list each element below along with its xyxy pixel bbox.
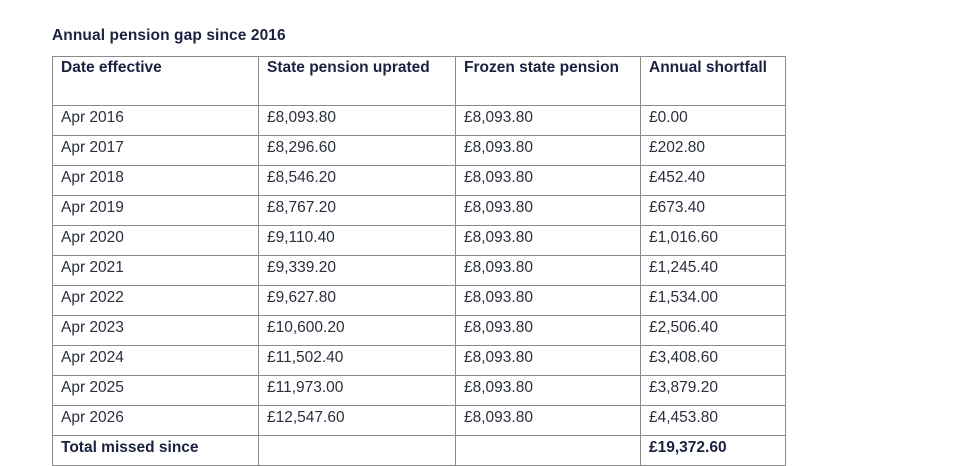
table-row bbox=[53, 316, 786, 346]
cell-shortfall: £3,879.20 bbox=[641, 376, 786, 406]
header-frozen-state-pension: Frozen state pension bbox=[456, 57, 641, 106]
cell-uprated: £8,296.60 bbox=[259, 136, 456, 166]
cell-frozen: £8,093.80 bbox=[456, 136, 641, 166]
table-row bbox=[53, 346, 786, 376]
cell-date: Apr 2018 bbox=[53, 166, 259, 196]
cell-date: Apr 2021 bbox=[53, 256, 259, 286]
cell-uprated: £9,339.20 bbox=[259, 256, 456, 286]
cell-shortfall: £4,453.80 bbox=[641, 406, 786, 436]
cell-shortfall: £673.40 bbox=[641, 196, 786, 226]
cell-shortfall: £0.00 bbox=[641, 106, 786, 136]
cell-date: Apr 2023 bbox=[53, 316, 259, 346]
table-row bbox=[53, 106, 786, 136]
header-annual-shortfall: Annual shortfall bbox=[641, 57, 786, 106]
cell-date: Apr 2017 bbox=[53, 136, 259, 166]
table-row bbox=[53, 406, 786, 436]
total-label: Total missed since bbox=[53, 436, 259, 466]
cell-uprated: £9,110.40 bbox=[259, 226, 456, 256]
cell-uprated: £8,093.80 bbox=[259, 106, 456, 136]
cell-frozen: £8,093.80 bbox=[456, 166, 641, 196]
cell-frozen: £8,093.80 bbox=[456, 406, 641, 436]
cell-uprated: £10,600.20 bbox=[259, 316, 456, 346]
cell-date: Apr 2019 bbox=[53, 196, 259, 226]
table-title: Annual pension gap since 2016 bbox=[52, 27, 286, 44]
cell-date: Apr 2016 bbox=[53, 106, 259, 136]
total-uprated-empty bbox=[259, 436, 456, 466]
cell-date: Apr 2022 bbox=[53, 286, 259, 316]
cell-uprated: £8,546.20 bbox=[259, 166, 456, 196]
cell-frozen: £8,093.80 bbox=[456, 106, 641, 136]
cell-date: Apr 2024 bbox=[53, 346, 259, 376]
cell-shortfall: £1,016.60 bbox=[641, 226, 786, 256]
table-row bbox=[53, 136, 786, 166]
cell-shortfall: £2,506.40 bbox=[641, 316, 786, 346]
cell-frozen: £8,093.80 bbox=[456, 376, 641, 406]
cell-shortfall: £1,534.00 bbox=[641, 286, 786, 316]
cell-frozen: £8,093.80 bbox=[456, 316, 641, 346]
table-header-row bbox=[53, 57, 786, 106]
cell-shortfall: £3,408.60 bbox=[641, 346, 786, 376]
cell-uprated: £11,502.40 bbox=[259, 346, 456, 376]
total-row bbox=[53, 436, 786, 466]
cell-date: Apr 2026 bbox=[53, 406, 259, 436]
table-row bbox=[53, 256, 786, 286]
cell-uprated: £12,547.60 bbox=[259, 406, 456, 436]
pension-gap-table bbox=[52, 56, 786, 466]
cell-frozen: £8,093.80 bbox=[456, 256, 641, 286]
table-row bbox=[53, 196, 786, 226]
cell-shortfall: £1,245.40 bbox=[641, 256, 786, 286]
cell-date: Apr 2025 bbox=[53, 376, 259, 406]
header-date-effective: Date effective bbox=[53, 57, 259, 106]
cell-date: Apr 2020 bbox=[53, 226, 259, 256]
header-state-pension-uprated: State pension uprated bbox=[259, 57, 456, 106]
table-row bbox=[53, 376, 786, 406]
total-frozen-empty bbox=[456, 436, 641, 466]
cell-shortfall: £452.40 bbox=[641, 166, 786, 196]
cell-frozen: £8,093.80 bbox=[456, 346, 641, 376]
total-shortfall: £19,372.60 bbox=[641, 436, 786, 466]
table-row bbox=[53, 226, 786, 256]
cell-uprated: £8,767.20 bbox=[259, 196, 456, 226]
cell-frozen: £8,093.80 bbox=[456, 196, 641, 226]
cell-uprated: £11,973.00 bbox=[259, 376, 456, 406]
cell-frozen: £8,093.80 bbox=[456, 226, 641, 256]
cell-frozen: £8,093.80 bbox=[456, 286, 641, 316]
table-row bbox=[53, 166, 786, 196]
table-row bbox=[53, 286, 786, 316]
cell-shortfall: £202.80 bbox=[641, 136, 786, 166]
cell-uprated: £9,627.80 bbox=[259, 286, 456, 316]
